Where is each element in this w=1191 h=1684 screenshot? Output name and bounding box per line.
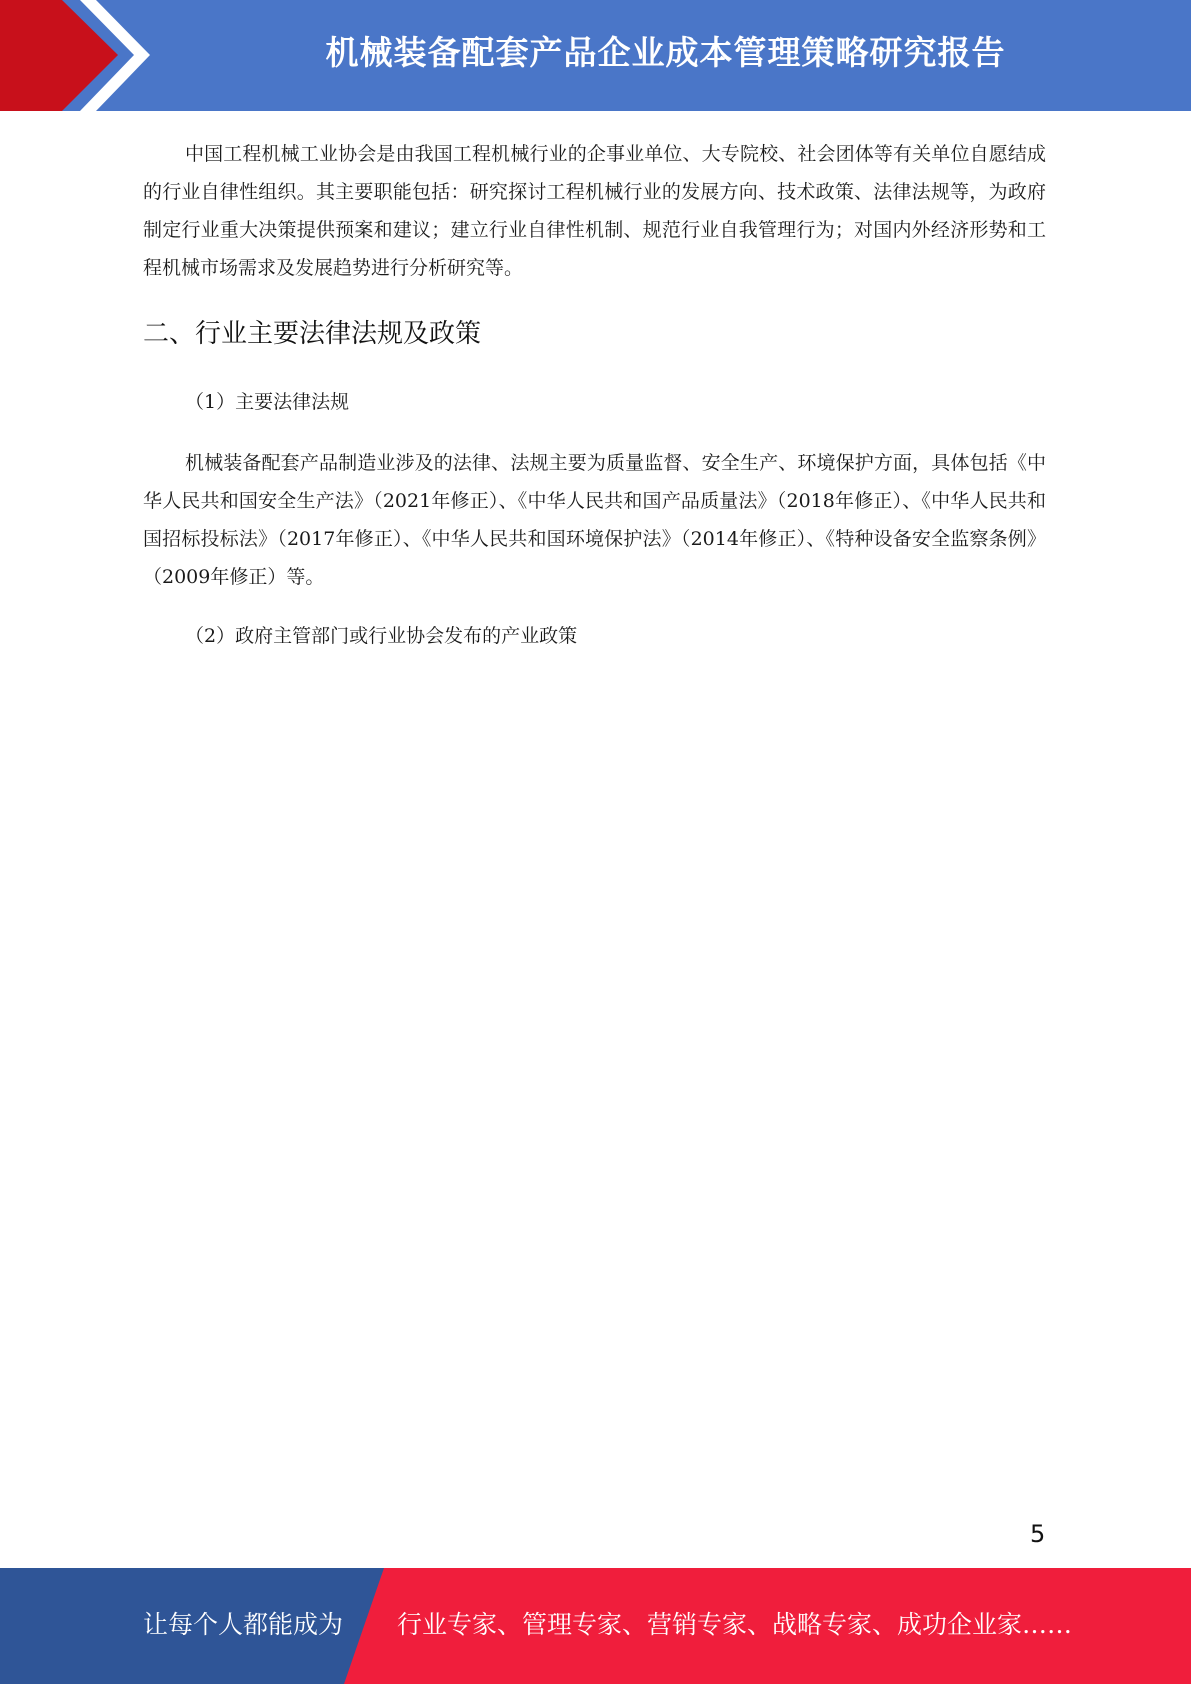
report-title: 机械装备配套产品企业成本管理策略研究报告	[325, 33, 1006, 72]
footer-slogan-left: 让每个人都能成为	[143, 1610, 344, 1639]
intro-paragraph: 中国工程机械工业协会是由我国工程机械行业的企事业单位、大专院校、社会团体等有关单位自愿结成的行业自律性组织。其主要职能包括：研究探讨工程机械行业的发展方向、技术政策、法律法规等，为政府制定行业重大决策提供预案和建议；建立行业自律性机制、规范行业自我管理行为；对国内外经济形势和工程机械市场需求及发展趋势进行分析研究等。	[143, 143, 1046, 279]
page-content	[143, 135, 1046, 654]
page-footer	[0, 1568, 1191, 1684]
footer-slogan-right: 行业专家、管理专家、营销专家、战略专家、成功企业家……	[397, 1610, 1073, 1639]
section-heading: 二、行业主要法律法规及政策	[143, 319, 482, 349]
laws-paragraph: 机械装备配套产品制造业涉及的法律、法规主要为质量监督、安全生产、环境保护方面，具体包括《中华人民共和国安全生产法》（2021年修正）、《中华人民共和国产品质量法》（2018年修正）、《中华人民共和国招标投标法》（2017年修正）、《中华人民共和国环境保护法》（2014年修正）、《特种设备安全监察条例》（2009年修正）等。	[143, 452, 1046, 588]
subheading-policies: （2）政府主管部门或行业协会发布的产业政策	[185, 625, 578, 647]
subheading-laws: （1）主要法律法规	[185, 391, 350, 413]
page-number: 5	[1030, 1520, 1046, 1548]
report-header	[0, 0, 1191, 111]
